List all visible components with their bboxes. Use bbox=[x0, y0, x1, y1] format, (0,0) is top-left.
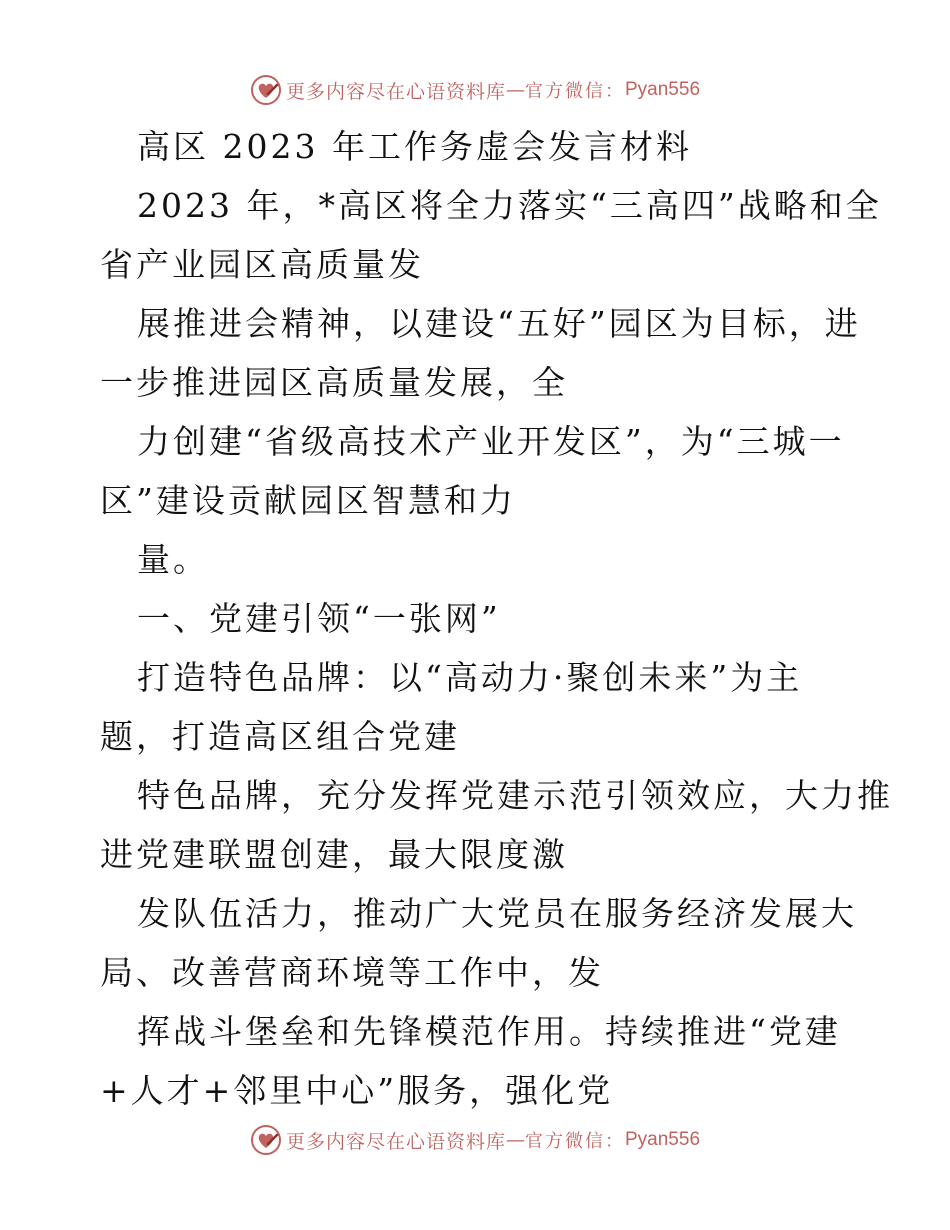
paragraph-line: 打造特色品牌：以“高动力·聚创未来”为主 bbox=[137, 658, 803, 697]
paragraph-line: 局、改善营商环境等工作中，发 bbox=[100, 953, 604, 992]
paragraph-line: 一步推进园区高质量发展，全 bbox=[100, 363, 568, 402]
paragraph-line: 特色品牌，充分发挥党建示范引领效应，大力推 bbox=[137, 776, 893, 815]
paragraph-line: 展推进会精神，以建设“五好”园区为目标，进 bbox=[137, 304, 861, 343]
paragraph-line: 区”建设贡献园区智慧和力 bbox=[100, 481, 516, 520]
heart-pen-logo-icon bbox=[250, 74, 282, 106]
paragraph-line: 力创建“省级高技术产业开发区”，为“三城一 bbox=[137, 422, 845, 461]
paragraph-line: 发队伍活力，推动广大党员在服务经济发展大 bbox=[137, 894, 857, 933]
banner-subtext: 官方微信： bbox=[525, 81, 625, 102]
banner-text: 更多内容尽在心语资料库 bbox=[285, 1130, 506, 1153]
paragraph-line: 2023 年，*高区将全力落实“三高四”战略和全 bbox=[137, 186, 882, 225]
paragraph-line: 题，打造高区组合党建 bbox=[100, 717, 460, 756]
heart-pen-logo-icon bbox=[250, 1124, 282, 1156]
banner-wechat-id: Pyan556 bbox=[625, 1129, 701, 1150]
paragraph-line: 进党建联盟创建，最大限度激 bbox=[100, 835, 568, 874]
paragraph-line: 量。 bbox=[137, 540, 209, 579]
watermark-banner-top bbox=[0, 70, 950, 110]
banner-wechat-id: Pyan556 bbox=[625, 79, 701, 100]
banner-separator: — bbox=[506, 79, 525, 101]
banner-separator: — bbox=[506, 1129, 525, 1151]
document-title: 高区 2023 年工作务虚会发言材料 bbox=[137, 127, 692, 166]
watermark-banner-bottom bbox=[0, 1120, 950, 1160]
banner-text: 更多内容尽在心语资料库 bbox=[285, 80, 506, 103]
banner-subtext: 官方微信： bbox=[525, 1131, 625, 1152]
section-heading: 一、党建引领“一张网” bbox=[137, 599, 501, 638]
paragraph-line: 挥战斗堡垒和先锋模范作用。持续推进“党建 bbox=[137, 1012, 841, 1051]
paragraph-line: 省产业园区高质量发 bbox=[100, 245, 424, 284]
paragraph-line: +人才+邻里中心”服务，强化党 bbox=[100, 1071, 614, 1110]
